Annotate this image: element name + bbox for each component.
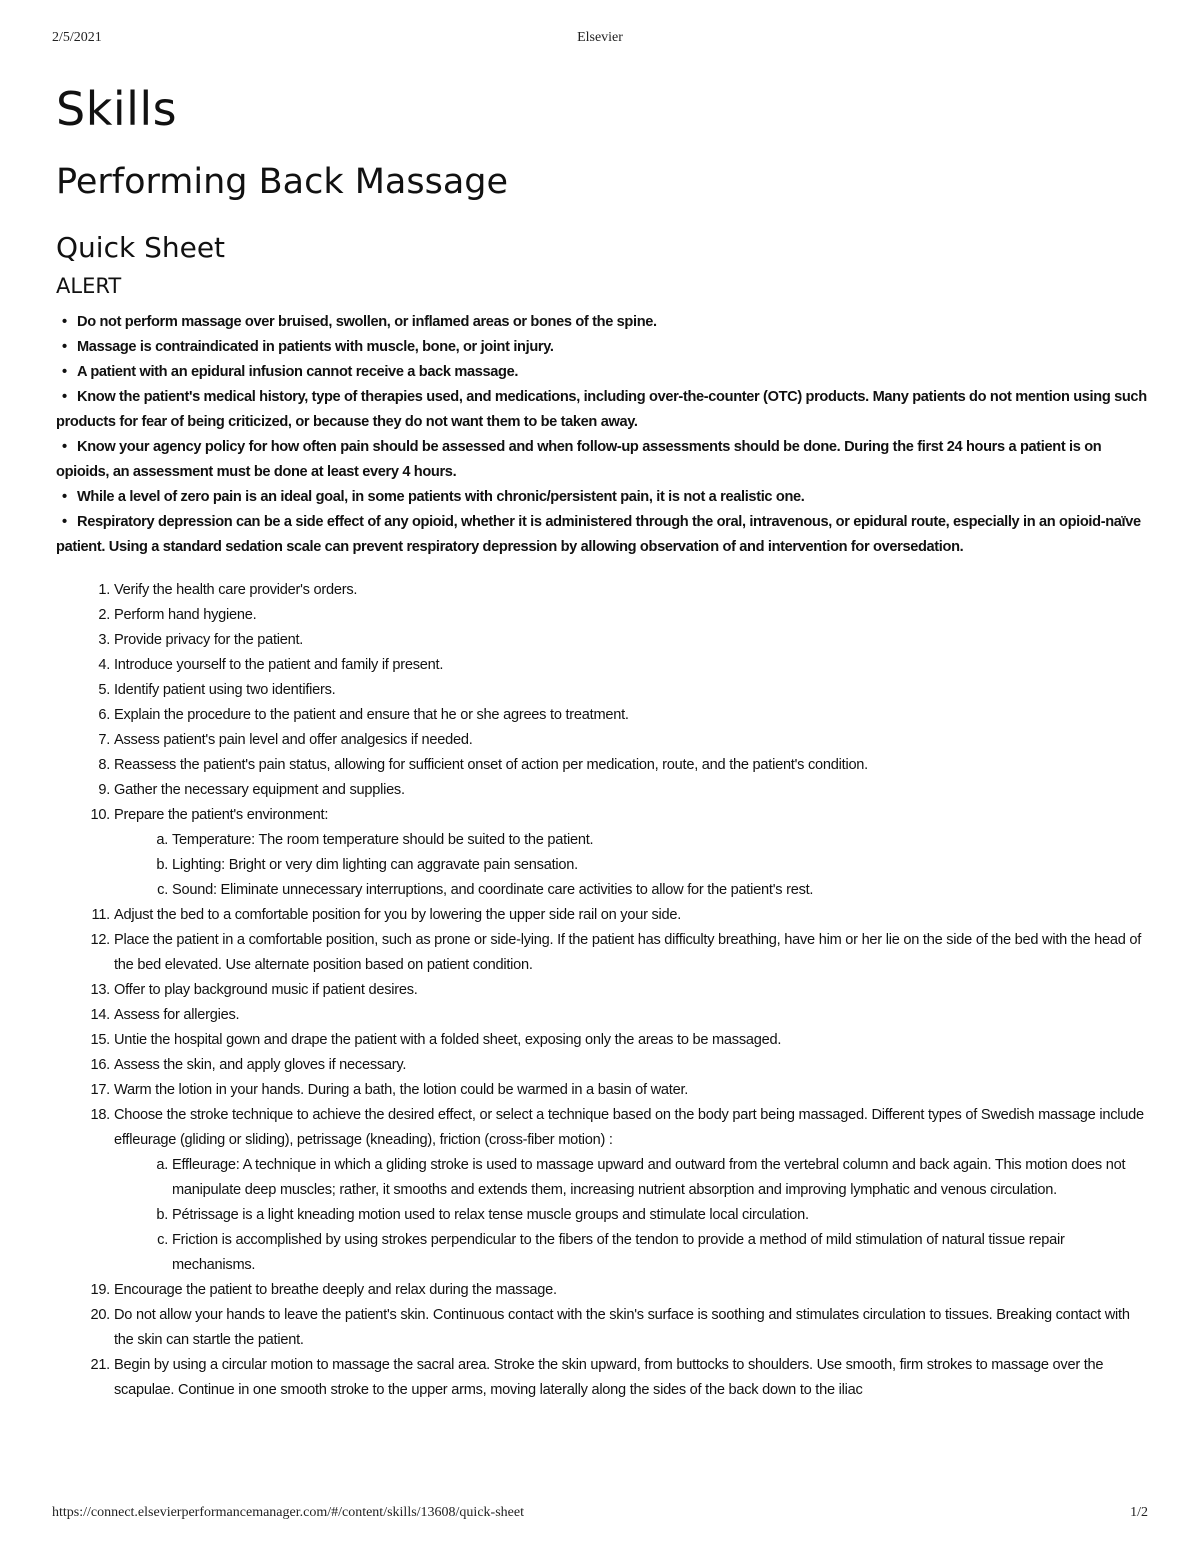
step-item [56, 803, 1148, 903]
step-item [56, 1278, 1148, 1303]
step-item [56, 978, 1148, 1003]
alert-text: While a level of zero pain is an ideal goal, in some patients with chronic/persistent pain, it is not a realistic one. [77, 489, 805, 505]
step-number: 19. [90, 1282, 110, 1298]
alert-item [56, 435, 1148, 485]
step-text: Encourage the patient to breathe deeply and relax during the massage. [114, 1282, 557, 1298]
step-number: 7. [98, 732, 110, 748]
step-item [56, 1303, 1148, 1353]
step-item [56, 728, 1148, 753]
substep-letter: c. [157, 882, 168, 898]
step-number: 8. [98, 757, 110, 773]
step-item [56, 753, 1148, 778]
step-item [56, 603, 1148, 628]
page-title: Skills [56, 82, 178, 136]
substep-text: Temperature: The room temperature should be suited to the patient. [172, 832, 594, 848]
step-number: 20. [90, 1307, 110, 1323]
step-item [56, 1103, 1148, 1278]
substep-item [114, 828, 1148, 853]
step-text: Prepare the patient's environment: [114, 807, 329, 823]
step-number: 11. [91, 907, 110, 923]
step-text: Assess patient's pain level and offer analgesics if needed. [114, 732, 473, 748]
substep-letter: c. [157, 1232, 168, 1248]
step-text: Verify the health care provider's orders. [114, 582, 358, 598]
substep-item [114, 1228, 1148, 1278]
step-text: Untie the hospital gown and drape the patient with a folded sheet, exposing only the areas to be massaged. [114, 1032, 782, 1048]
step-text: Do not allow your hands to leave the patient's skin. Continuous contact with the skin's surface is soothing and stimulates circulation to tissues. Breaking contact with the skin can startle the patient. [114, 1307, 1130, 1348]
print-footer [52, 1505, 1148, 1525]
alert-item [56, 385, 1148, 435]
document-content [56, 82, 1148, 1403]
step-text: Assess the skin, and apply gloves if necessary. [114, 1057, 407, 1073]
substep-letter: b. [156, 1207, 168, 1223]
substep-text: Lighting: Bright or very dim lighting can aggravate pain sensation. [172, 857, 578, 873]
step-number: 3. [98, 632, 110, 648]
step-text: Explain the procedure to the patient and ensure that he or she agrees to treatment. [114, 707, 629, 723]
step-item [56, 1028, 1148, 1053]
substep-text: Sound: Eliminate unnecessary interruptions, and coordinate care activities to allow for the patient's rest. [172, 882, 814, 898]
step-text: Warm the lotion in your hands. During a bath, the lotion could be warmed in a basin of water. [114, 1082, 689, 1098]
step-item [56, 628, 1148, 653]
step-text: Place the patient in a comfortable position, such as prone or side-lying. If the patient has difficulty breathing, have him or her lie on the side of the bed with the head of the bed elevated. Use alternate position based on patient condition. [114, 932, 1142, 973]
step-item [56, 1078, 1148, 1103]
step-number: 21. [90, 1357, 110, 1373]
step-number: 18. [90, 1107, 110, 1123]
step-number: 5. [98, 682, 110, 698]
bullet-icon: • [62, 439, 67, 455]
substep-letter: a. [156, 1157, 168, 1173]
step-number: 15. [90, 1032, 110, 1048]
print-date: 2/5/2021 [52, 30, 102, 45]
substep-item [114, 878, 1148, 903]
bullet-icon: • [62, 389, 67, 405]
step-item [56, 928, 1148, 978]
step-number: 1. [98, 582, 110, 598]
step-number: 2. [98, 607, 110, 623]
alert-item [56, 360, 1148, 385]
bullet-icon: • [62, 339, 67, 355]
step-item [56, 1353, 1148, 1403]
step-item [56, 678, 1148, 703]
steps-list [56, 578, 1148, 1403]
alert-item [56, 335, 1148, 360]
alert-item [56, 510, 1148, 560]
step-number: 10. [90, 807, 110, 823]
step-item [56, 903, 1148, 928]
substep-item [114, 1203, 1148, 1228]
step-text: Adjust the bed to a comfortable position for you by lowering the upper side rail on your side. [114, 907, 682, 923]
step-item [56, 703, 1148, 728]
print-url: https://connect.elsevierperformancemanager.com/#/content/skills/13608/quick-sheet [52, 1505, 524, 1520]
substep-text: Effleurage: A technique in which a gliding stroke is used to massage upward and outward from the vertebral column and back again. This motion does not manipulate deep muscles; rather, it smooths and extends them, increasing nutrient absorption and improving lymphatic and venous circulation. [172, 1157, 1126, 1198]
substep-letter: a. [156, 832, 168, 848]
step-text: Gather the necessary equipment and supplies. [114, 782, 405, 798]
step-text: Offer to play background music if patient desires. [114, 982, 418, 998]
step-number: 6. [98, 707, 110, 723]
step-number: 14. [90, 1007, 110, 1023]
step-text: Perform hand hygiene. [114, 607, 257, 623]
alert-text: Respiratory depression can be a side effect of any opioid, whether it is administered through the oral, intravenous, or epidural route, especially in an opioid-naïve patient. Using a standard sedation scale can prevent respiratory depression by allowing observation of and intervention for oversedation. [56, 514, 1141, 555]
bullet-icon: • [62, 314, 67, 330]
step-number: 13. [90, 982, 110, 998]
step-number: 17. [90, 1082, 110, 1098]
substep-letter: b. [156, 857, 168, 873]
bullet-icon: • [62, 514, 67, 530]
step-number: 9. [98, 782, 110, 798]
step-number: 12. [90, 932, 110, 948]
substep-item [114, 853, 1148, 878]
page-number: 1/2 [1130, 1505, 1148, 1520]
alert-text: Do not perform massage over bruised, swollen, or inflamed areas or bones of the spine. [77, 314, 657, 330]
skill-title: Performing Back Massage [56, 162, 509, 202]
step-item [56, 1053, 1148, 1078]
step-number: 4. [98, 657, 110, 673]
alert-text: Massage is contraindicated in patients with muscle, bone, or joint injury. [77, 339, 554, 355]
step-text: Assess for allergies. [114, 1007, 240, 1023]
substep-list [114, 1153, 1148, 1278]
bullet-icon: • [62, 364, 67, 380]
step-text: Identify patient using two identifiers. [114, 682, 336, 698]
alert-list [56, 310, 1148, 560]
step-number: 16. [90, 1057, 110, 1073]
alert-heading: ALERT [56, 274, 122, 298]
step-text: Provide privacy for the patient. [114, 632, 304, 648]
substep-item [114, 1153, 1148, 1203]
step-item [56, 1003, 1148, 1028]
substep-list [114, 828, 1148, 903]
alert-item [56, 485, 1148, 510]
alert-text: Know the patient's medical history, type of therapies used, and medications, including over-the-counter (OTC) products. Many patients do not mention using such products for fear of being criticized, or because they do not want them to be taken away. [56, 389, 1147, 430]
step-item [56, 578, 1148, 603]
bullet-icon: • [62, 489, 67, 505]
step-text: Choose the stroke technique to achieve the desired effect, or select a technique based on the body part being massaged. Different types of Swedish massage include effleurage (gliding or sliding), petrissage (kneading), friction (cross-fiber motion) : [114, 1107, 1144, 1148]
step-item [56, 653, 1148, 678]
alert-text: A patient with an epidural infusion cannot receive a back massage. [77, 364, 519, 380]
substep-text: Friction is accomplished by using strokes perpendicular to the fibers of the tendon to provide a method of mild stimulation of natural tissue repair mechanisms. [172, 1232, 1065, 1273]
print-header [52, 30, 1148, 50]
step-text: Reassess the patient's pain status, allowing for sufficient onset of action per medication, route, and the patient's condition. [114, 757, 868, 773]
step-item [56, 778, 1148, 803]
substep-text: Pétrissage is a light kneading motion used to relax tense muscle groups and stimulate local circulation. [172, 1207, 809, 1223]
alert-text: Know your agency policy for how often pain should be assessed and when follow-up assessments should be done. During the first 24 hours a patient is on opioids, an assessment must be done at least every 4 hours. [56, 439, 1102, 480]
section-heading: Quick Sheet [56, 231, 226, 264]
step-text: Begin by using a circular motion to massage the sacral area. Stroke the skin upward, from buttocks to shoulders. Use smooth, firm strokes to massage over the scapulae. Continue in one smooth stroke to the upper arms, moving laterally along the sides of the back down to the iliac [114, 1357, 1104, 1398]
step-text: Introduce yourself to the patient and family if present. [114, 657, 444, 673]
alert-item [56, 310, 1148, 335]
print-site-title: Elsevier [577, 30, 623, 45]
